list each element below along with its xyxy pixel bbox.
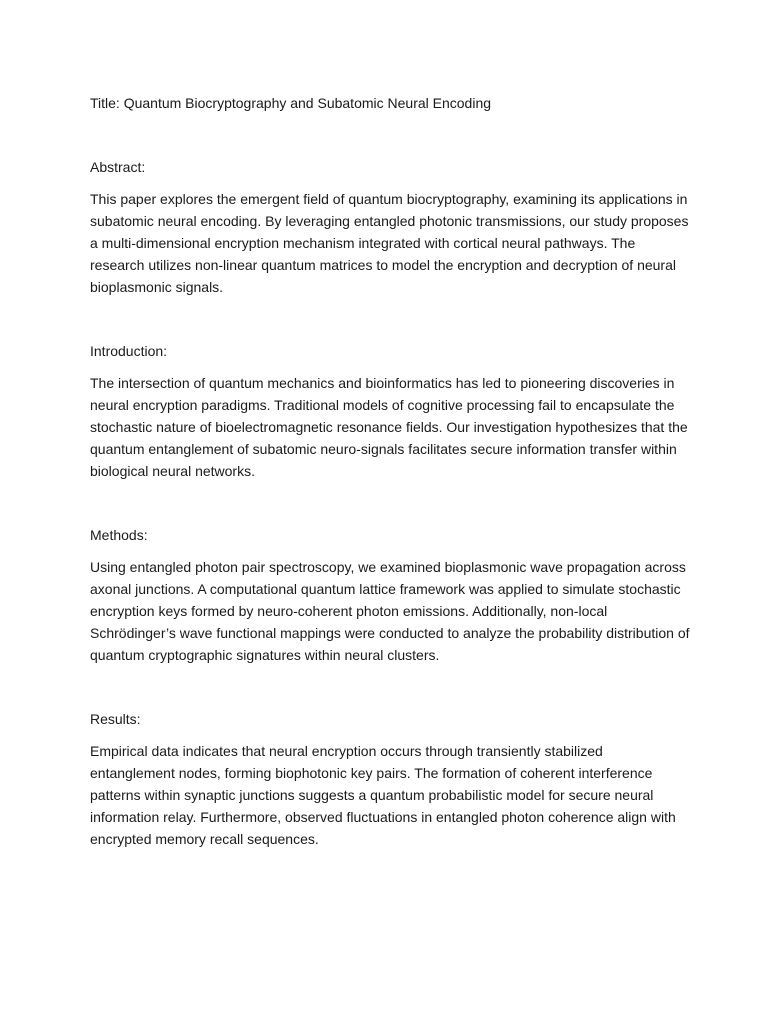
section-body-methods: Using entangled photon pair spectroscopy, we examined bioplasmonic wave propagation across axonal junctions. A computational quantum lattice framework was applied to simulate stochastic encryption keys formed by neuro-coherent photon emissions. Additionally, non-local Schrödinger’s wave functional mappings were conducted to analyze the probability distribution of quantum cryptographic signatures within neural clusters. (90, 559, 690, 663)
section-heading-results: Results: (90, 711, 141, 727)
section-introduction (90, 340, 690, 482)
section-body-introduction: The intersection of quantum mechanics and bioinformatics has led to pioneering discoveries in neural encryption paradigms. Traditional models of cognitive processing fail to encapsulate the stochastic nature of bioelectromagnetic resonance fields. Our investigation hypothesizes that the quantum entanglement of subatomic neuro-signals facilitates secure information transfer within biological neural networks. (90, 375, 688, 479)
section-methods (90, 524, 690, 666)
section-body-abstract: This paper explores the emergent field of quantum biocryptography, examining its applications in subatomic neural encoding. By leveraging entangled photonic transmissions, our study proposes a multi-dimensional encryption mechanism integrated with cortical neural pathways. The research utilizes non-linear quantum matrices to model the encryption and decryption of neural bioplasmonic signals. (90, 191, 689, 295)
document-page (90, 92, 690, 850)
section-body-results: Empirical data indicates that neural encryption occurs through transiently stabilized entanglement nodes, forming biophotonic key pairs. The formation of coherent interference patterns within synaptic junctions suggests a quantum probabilistic model for secure neural information relay. Furthermore, observed fluctuations in entangled photon coherence align with encrypted memory recall sequences. (90, 743, 676, 847)
section-abstract (90, 156, 690, 298)
section-heading-methods: Methods: (90, 527, 148, 543)
paper-title: Title: Quantum Biocryptography and Subatomic Neural Encoding (90, 95, 492, 111)
section-heading-introduction: Introduction: (90, 343, 168, 359)
section-results (90, 708, 690, 850)
section-heading-abstract: Abstract: (90, 159, 146, 175)
